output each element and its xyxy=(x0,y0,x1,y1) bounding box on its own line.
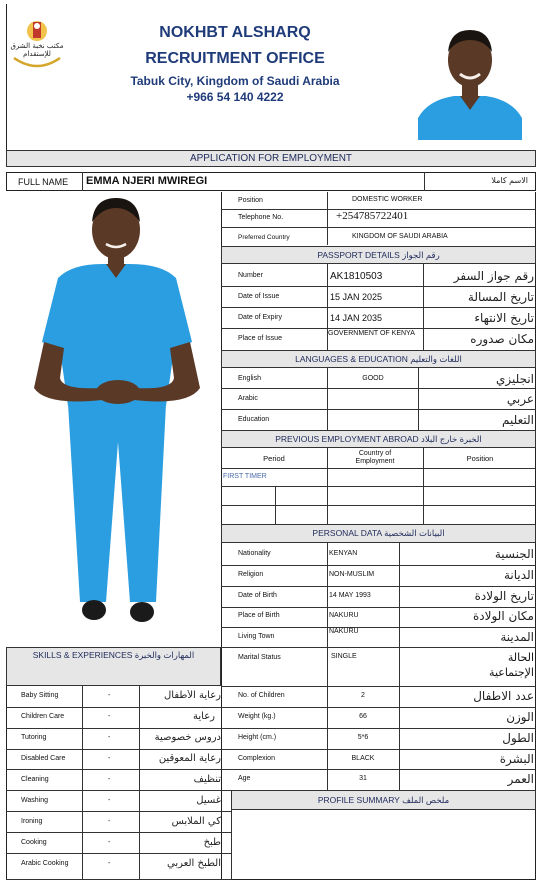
skill-children-care-value: - xyxy=(108,713,111,720)
nationality-label: Nationality xyxy=(238,550,271,557)
passport-issue-date-value: 15 JAN 2025 xyxy=(330,292,383,302)
nationality-label-ar: الجنسية xyxy=(494,547,534,561)
date-of-birth-value: 14 MAY 1993 xyxy=(329,592,371,599)
skill-washing-value: - xyxy=(108,797,111,804)
skill-children-care-label: Children Care xyxy=(21,713,65,720)
column-country: Country of Employment xyxy=(355,450,395,465)
skill-ironing-value: - xyxy=(108,818,111,825)
height-value: 5*6 xyxy=(357,734,369,741)
passport-issue-date-label: Date of Issue xyxy=(238,293,280,300)
skill-cleaning-value: - xyxy=(108,776,111,783)
date-of-birth-label-ar: تاريخ الولادة xyxy=(474,589,534,603)
application-title: APPLICATION FOR EMPLOYMENT xyxy=(6,150,536,167)
skills-section-title: SKILLS & EXPERIENCES المهارات والخبرة xyxy=(6,647,221,686)
complexion-label-ar: البشرة xyxy=(499,752,534,766)
skill-arabic-cooking-value: - xyxy=(108,860,111,867)
education-label-ar: التعليم xyxy=(502,413,534,427)
weight-value: 66 xyxy=(359,713,367,720)
skill-baby-sitting-value: - xyxy=(108,692,111,699)
passport-section-title: PASSPORT DETAILS رقم الجواز xyxy=(221,246,536,264)
skill-cleaning-label: Cleaning xyxy=(21,776,49,783)
children-value: 2 xyxy=(361,692,365,699)
age-value: 31 xyxy=(359,775,367,782)
skill-children-care-label-ar: رعاية xyxy=(193,711,215,722)
passport-place-label: Place of Issue xyxy=(238,335,282,342)
height-label-ar: الطول xyxy=(502,731,534,745)
headshot-photo xyxy=(414,22,526,140)
headshot-portrait-icon xyxy=(414,22,526,140)
company-phone: +966 54 140 4222 xyxy=(186,90,284,104)
nationality-value: KENYAN xyxy=(329,550,358,557)
full-body-portrait-icon xyxy=(6,192,220,646)
passport-place-value: GOVERNMENT OF KENYA xyxy=(328,330,415,337)
arabic-label: Arabic xyxy=(238,395,258,402)
logo-text: مكتب نخبة الشرق للإستقدام xyxy=(10,42,64,58)
passport-expiry-value: 14 JAN 2035 xyxy=(330,313,383,323)
languages-section-title: LANGUAGES & EDUCATION اللغات والتعليم xyxy=(221,350,536,368)
column-position: Position xyxy=(466,454,494,463)
skill-tutoring-label: Tutoring xyxy=(21,734,47,741)
skill-ironing-label-ar: كي الملابس xyxy=(171,816,221,827)
children-label: No. of Children xyxy=(238,692,285,699)
skill-disabled-care-label: Disabled Care xyxy=(21,755,66,762)
previous-employment-title: PREVIOUS EMPLOYMENT ABROAD الخبرة خارج البلاد xyxy=(221,430,536,448)
religion-label-ar: الديانة xyxy=(503,568,534,582)
height-label: Height (cm.) xyxy=(238,734,277,741)
skill-washing-label-ar: غسيل xyxy=(196,795,221,806)
personal-data-title: PERSONAL DATA البيانات الشخصية xyxy=(221,524,536,543)
age-label: Age xyxy=(238,775,251,782)
place-of-birth-value: NAKURU xyxy=(329,612,359,619)
skill-ironing-label: Ironing xyxy=(21,818,43,825)
complexion-value: BLACK xyxy=(351,755,375,762)
passport-expiry-label: Date of Expiry xyxy=(238,314,282,321)
position-label: Position xyxy=(238,197,263,204)
passport-number-value: AK1810503 xyxy=(330,271,383,282)
religion-label: Religion xyxy=(238,571,264,578)
skill-cooking-value: - xyxy=(108,839,111,846)
skill-cooking-label: Cooking xyxy=(21,839,47,846)
company-city: Tabuk City, Kingdom of Saudi Arabia xyxy=(130,74,340,88)
marital-status-label-ar: الحالة الإجتماعية xyxy=(489,651,534,679)
arabic-label-ar: عربي xyxy=(506,392,534,406)
profile-summary-title: PROFILE SUMMARY ملخص الملف xyxy=(231,790,536,810)
passport-number-label: Number xyxy=(238,272,263,279)
passport-place-label-ar: مكان صدوره xyxy=(470,332,534,346)
skill-baby-sitting-label-ar: رعاية الأطفال xyxy=(164,690,221,701)
company-logo xyxy=(8,18,66,68)
marital-status-label: Marital Status xyxy=(238,654,281,661)
english-label-ar: انجليزي xyxy=(495,372,534,386)
skill-washing-label: Washing xyxy=(21,797,48,804)
skill-disabled-care-label-ar: رعاية المعوقين xyxy=(158,753,221,764)
skill-cooking-label-ar: طبخ xyxy=(203,837,221,848)
company-name-line2: RECRUITMENT OFFICE xyxy=(145,50,325,67)
employment-row-1-period: FIRST TIMER xyxy=(223,473,267,480)
english-value: GOOD xyxy=(362,375,384,382)
complexion-label: Complexion xyxy=(238,755,275,762)
skill-disabled-care-value: - xyxy=(108,755,111,762)
religion-value: NON-MUSLIM xyxy=(329,571,375,578)
passport-expiry-label-ar: تاريخ الانتهاء xyxy=(474,311,534,325)
weight-label-ar: الوزن xyxy=(506,710,534,724)
full-name-label: FULL NAME xyxy=(18,177,69,187)
children-label-ar: عدد الاطفال xyxy=(473,689,534,703)
place-of-birth-label: Place of Birth xyxy=(238,612,280,619)
position-value: DOMESTIC WORKER xyxy=(352,196,423,203)
place-of-birth-label-ar: مكان الولادة xyxy=(472,609,534,623)
skill-arabic-cooking-label-ar: الطبخ العربي xyxy=(167,858,221,869)
marital-status-value: SINGLE xyxy=(331,653,357,660)
column-period: Period xyxy=(263,454,285,463)
skill-tutoring-label-ar: دروس خصوصية xyxy=(154,732,221,743)
skill-cleaning-label-ar: تنظيف xyxy=(193,774,221,785)
preferred-country-label: Preferred Country xyxy=(238,234,290,241)
education-label: Education xyxy=(238,416,270,423)
english-label: English xyxy=(238,375,261,382)
living-town-label-ar: المدينة xyxy=(500,630,534,644)
full-name-value: EMMA NJERI MWIREGI xyxy=(86,175,208,187)
date-of-birth-label: Date of Birth xyxy=(238,592,277,599)
full-name-label-ar: الاسم كاملا xyxy=(491,176,528,185)
skill-tutoring-value: - xyxy=(108,734,111,741)
company-name-line1: NOKHBT ALSHARQ xyxy=(159,24,311,41)
weight-label: Weight (kg.) xyxy=(238,713,276,720)
telephone-label: Telephone No. xyxy=(238,214,284,221)
age-label-ar: العمر xyxy=(507,772,534,786)
passport-number-label-ar: رقم جواز السفر xyxy=(453,269,534,283)
preferred-country-value: KINGDOM OF SAUDI ARABIA xyxy=(352,233,448,240)
living-town-label: Living Town xyxy=(238,633,275,640)
skill-arabic-cooking-label: Arabic Cooking xyxy=(21,860,69,867)
living-town-value: NAKURU xyxy=(329,628,359,635)
full-body-photo xyxy=(6,192,220,646)
skill-baby-sitting-label: Baby Sitting xyxy=(21,692,59,699)
passport-issue-date-label-ar: تاريخ المسالة xyxy=(467,290,534,304)
telephone-value: +254785722401 xyxy=(336,210,409,222)
